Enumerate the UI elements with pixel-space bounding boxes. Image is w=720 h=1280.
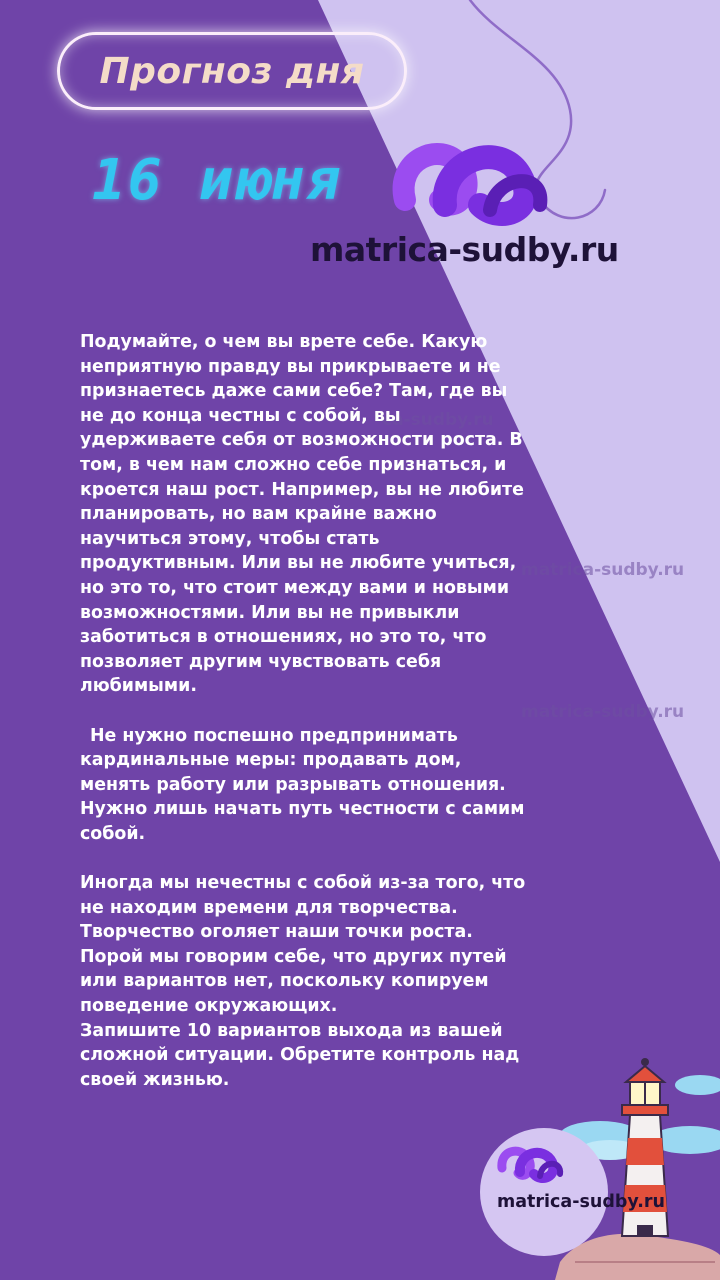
watermark: matrica-sudby.ru — [521, 560, 685, 580]
site-name-top: matrica-sudby.ru — [310, 230, 619, 269]
paragraph-1: Подумайте, о чем вы врете себе. Какую неприятную правду вы прикрываете и не признаетесь даже сами себе? Там, где вы не до конца честны с собой, вы удерживаете себя от возможности роста. В том, в чем нам сложно себе признаться, и кроется наш рост. Например, вы не любите планировать, но вам крайне важно научиться этому, чтобы стать продуктивным. Или вы не любите учиться, но это то, что стоит между вами и новыми возможностями. Или вы не привыкли заботиться в отношениях, но это то, что позволяет другим чувствовать себя любимыми. — [80, 332, 524, 697]
date-title: 16 июня — [92, 148, 343, 213]
pill-title: Прогноз дня — [99, 50, 365, 92]
paragraph-2: Не нужно поспешно предпринимать кардинальные меры: продавать дом, менять работу или разрывать отношения. Нужно лишь начать путь честности с самим собой. — [80, 725, 525, 844]
site-name-bottom: matrica-sudby.ru — [497, 1192, 665, 1212]
title-pill — [57, 32, 407, 110]
paragraph-4: Запишите 10 вариантов выхода из вашей сложной ситуации. Обретите контроль над своей жизнью. — [80, 1020, 520, 1090]
forecast-text — [80, 330, 530, 1092]
watermark: matrica-sudby.ru — [521, 702, 685, 722]
watermark: ca-sudby.ru — [382, 410, 494, 430]
paragraph-3: Иногда мы нечестны с собой из-за того, что не находим времени для творчества. Творчество оголяет наши точки роста. Порой мы говорим себе, что других путей или вариантов нет, поскольку копируем поведение окружающих. — [80, 873, 526, 1017]
